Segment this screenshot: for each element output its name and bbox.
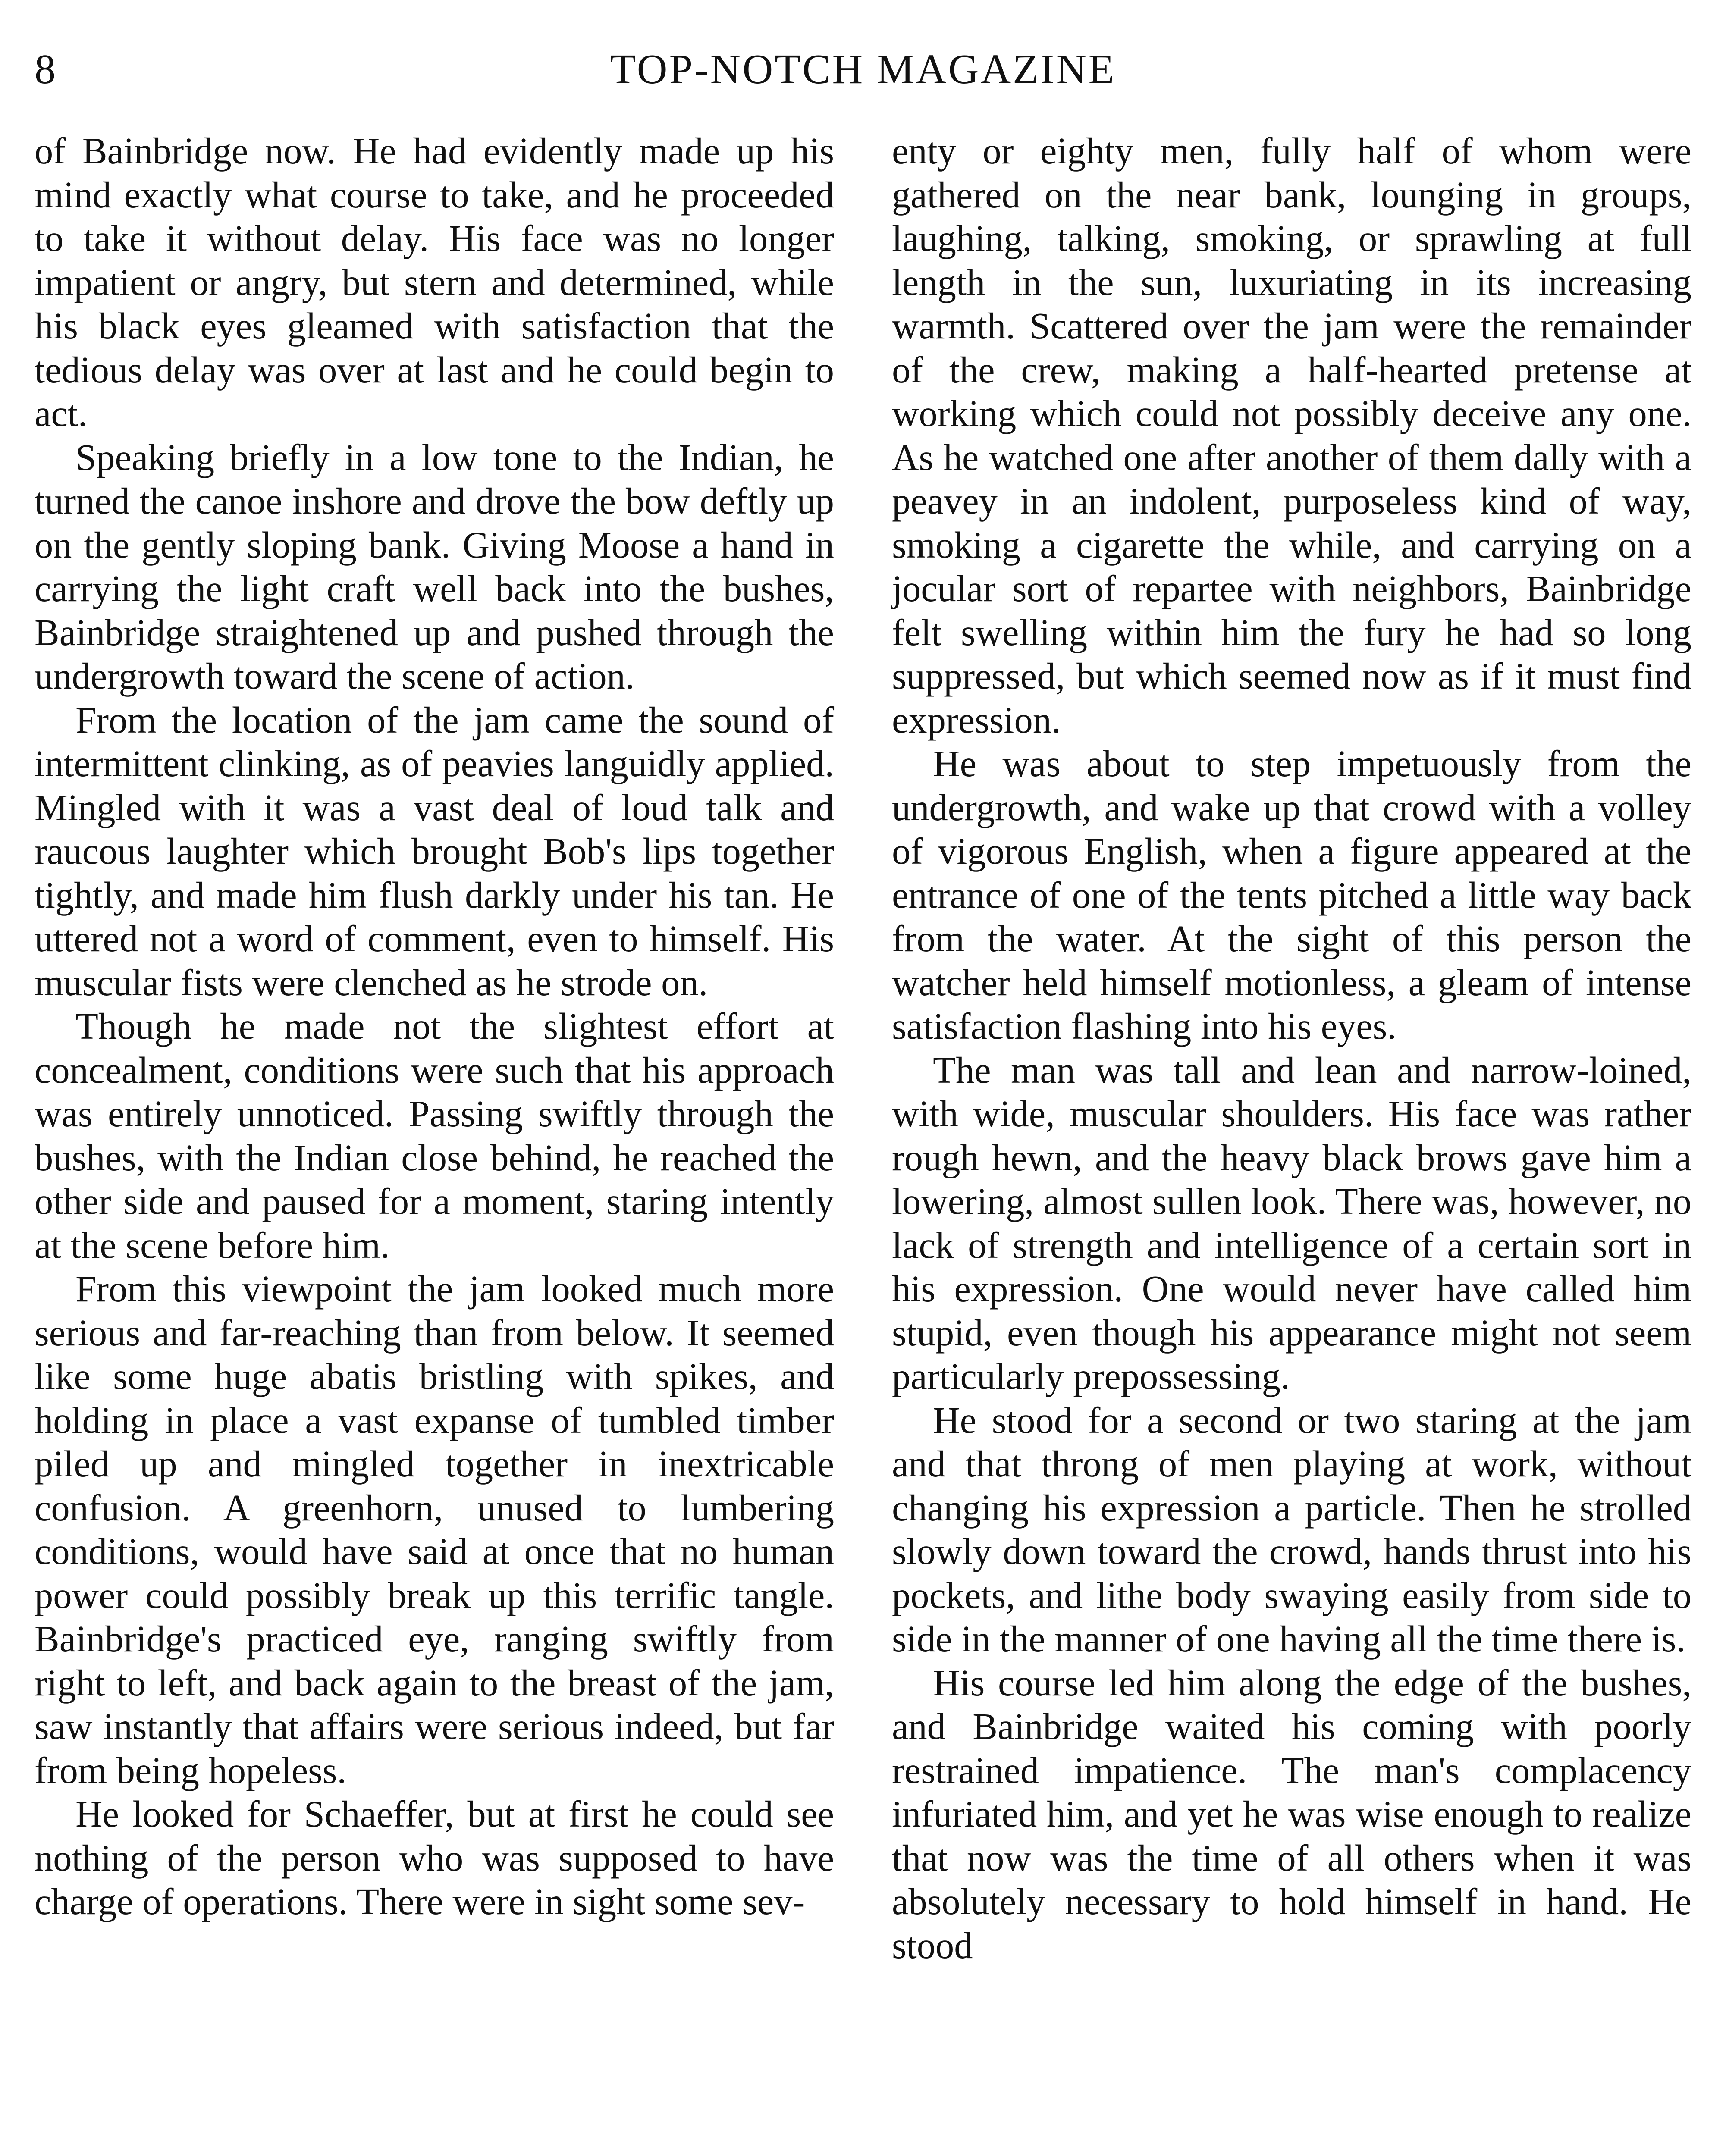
paragraph: Though he made not the slightest effort at concealment, conditions were such that his approach was entirely unnoticed. Passing swiftly through the bushes, with the Indian close behind, he reached the other side and paused for a moment, staring intently at the scene before him. [35, 1006, 834, 1266]
page-number: 8 [35, 46, 56, 93]
paragraph: He looked for Schaeffer, but at first he could see nothing of the person who was supposed to have charge of operations. There were in sight some sev- [35, 1793, 834, 1922]
paragraph: Speaking briefly in a low tone to the Indian, he turned the canoe inshore and drove the bow deftly up on the gently sloping bank. Giving Moose a hand in carrying the light craft well back into the bushes, Bainbridge straightened up and pushed through the undergrowth toward the scene of action. [35, 436, 834, 697]
paragraph: of Bainbridge now. He had evidently made up his mind exactly what course to take, and he proceeded to take it without delay. His face was no longer impatient or angry, but stern and determined, while his black eyes gleamed with satisfaction that the tedious delay was over at last and he could begin to act. [35, 130, 834, 434]
paragraph: The man was tall and lean and narrow-loined, with wide, muscular shoulders. His face was rather rough hewn, and the heavy black brows gave him a lowering, almost sullen look. There was, however, no lack of strength and intelligence of a certain sort in his expression. One would never have called him stupid, even though his appearance might not seem particularly prepossessing. [892, 1049, 1691, 1397]
paragraph: enty or eighty men, fully half of whom were gathered on the near bank, lounging in groups, laughing, talking, smoking, or sprawling at full length in the sun, luxuriating in its increasing warmth. Scattered over the jam were the remainder of the crew, making a half-hearted pretense at working which could not possibly deceive any one. As he watched one after another of them dally with a peavey in an indolent, purposeless kind of way, smoking a cigarette the while, and carrying on a jocular sort of repartee with neighbors, Bainbridge felt swelling within him the fury he had so long suppressed, but which seemed now as if it must find expression. [892, 130, 1691, 741]
paragraph: From the location of the jam came the sound of intermittent clinking, as of peavies languidly applied. Mingled with it was a vast deal of loud talk and raucous laughter which brought Bob's lips together tightly, and made him flush darkly under his tan. He uttered not a word of comment, even to himself. His muscular fists were clenched as he strode on. [35, 699, 834, 1003]
paragraph: His course led him along the edge of the bushes, and Bainbridge waited his coming with poorly restrained impatience. The man's complacency infuriated him, and yet he was wise enough to realize that now was the time of all others when it was absolutely necessary to hold himself in hand. He stood [892, 1662, 1691, 1966]
right-column [892, 129, 1691, 1968]
left-column [35, 129, 834, 1924]
paragraph: He stood for a second or two staring at the jam and that throng of men playing at work, without changing his expression a particle. Then he strolled slowly down toward the crowd, hands thrust into his pockets, and lithe body swaying easily from side to side in the manner of one having all the time there is. [892, 1399, 1691, 1660]
running-head: TOP-NOTCH MAGAZINE [610, 46, 1116, 93]
paragraph: He was about to step impetuously from the undergrowth, and wake up that crowd with a volley of vigorous English, when a figure appeared at the entrance of one of the tents pitched a little way back from the water. At the sight of this person the watcher held himself motionless, a gleam of intense satisfaction flashing into his eyes. [892, 743, 1691, 1047]
paragraph: From this viewpoint the jam looked much more serious and far-reaching than from below. It seemed like some huge abatis bristling with spikes, and holding in place a vast expanse of tumbled timber piled up and mingled together in inextricable confusion. A greenhorn, unused to lumbering conditions, would have said at once that no human power could possibly break up this terrific tangle. Bainbridge's practiced eye, ranging swiftly from right to left, and back again to the breast of the jam, saw instantly that affairs were serious indeed, but far from being hopeless. [35, 1268, 834, 1791]
page-header [35, 41, 1691, 102]
